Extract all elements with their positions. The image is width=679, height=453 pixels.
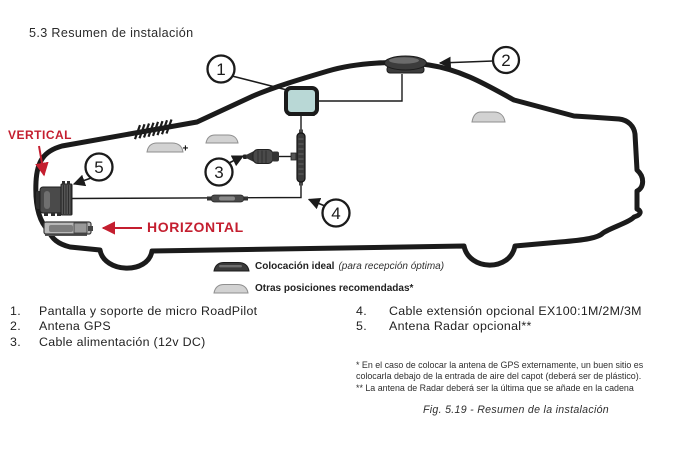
- callout-2-leader: [440, 61, 493, 63]
- legend-item-recommended: [212, 281, 444, 295]
- callout-1: [208, 56, 235, 83]
- part-label: Cable extensión opcional EX100:1M/2M/3M: [389, 304, 642, 318]
- part-item-3: [10, 335, 257, 350]
- recommended-position-rear-shelf: [472, 112, 505, 122]
- callout-3-number: 3: [214, 163, 224, 182]
- part-number: 5.: [356, 319, 367, 334]
- legend-label: Colocación ideal: [255, 260, 335, 272]
- recommended-position-icon: [212, 282, 252, 295]
- part-label: Pantalla y soporte de micro RoadPilot: [39, 304, 258, 318]
- callout-2-number: 2: [501, 51, 511, 70]
- gps-cable: [317, 74, 402, 101]
- horizontal-orientation-label: HORIZONTAL: [147, 219, 244, 235]
- parts-list-right: [356, 304, 642, 335]
- footnote-line: * En el caso de colocar la antena de GPS externamente, un buen sitio es: [356, 360, 644, 370]
- vertical-orientation-label: VERTICAL: [8, 128, 72, 142]
- part-number: 3.: [10, 334, 21, 349]
- recommended-position-dashboard: [206, 135, 238, 143]
- part-label: Antena Radar opcional**: [389, 319, 532, 334]
- callout-1-leader: [232, 76, 287, 90]
- callout-5-number: 5: [94, 158, 104, 177]
- callout-3-leader: [229, 156, 243, 163]
- car-outline: [36, 63, 643, 269]
- footnotes: [356, 360, 676, 394]
- callout-4-number: 4: [331, 204, 341, 223]
- ideal-position-icon: [212, 260, 252, 273]
- part-label: Cable alimentación (12v DC): [39, 334, 206, 349]
- radar-antenna-horizontal: [44, 222, 93, 236]
- footnote-line: ** La antena de Radar deberá ser la última que se añade en la cadena: [356, 382, 634, 393]
- part-item-1: [10, 304, 257, 319]
- footnote-line: colocarla debajo de la entrada de aire del capot (deberá ser de plástico).: [356, 371, 642, 382]
- radar-antenna-vertical: [36, 181, 72, 216]
- display-screen: [286, 88, 317, 116]
- part-item-2: [10, 319, 257, 334]
- part-item-4: [356, 304, 642, 319]
- extension-socket: [291, 130, 305, 186]
- part-number: 2.: [10, 319, 21, 334]
- callout-3: [206, 159, 233, 186]
- legend-item-ideal: [212, 259, 444, 273]
- part-label: Antena GPS: [39, 319, 111, 334]
- gps-antenna: [385, 56, 427, 73]
- part-item-5: [356, 319, 642, 334]
- radar-cable: [72, 182, 301, 199]
- callout-1-number: 1: [216, 60, 226, 79]
- part-number: 1.: [10, 304, 21, 318]
- callout-4: [323, 200, 350, 227]
- cable-connector: [207, 195, 248, 202]
- legend-note: (para recepción óptima): [338, 260, 445, 272]
- parts-list-left: [10, 304, 257, 350]
- hood-marker: +: [182, 143, 189, 155]
- part-number: 4.: [356, 304, 367, 318]
- callout-2: [493, 47, 519, 73]
- callout-5: [86, 154, 113, 181]
- recommended-position-hood: [147, 143, 183, 152]
- callout-4-leader: [309, 200, 325, 207]
- legend: [212, 259, 444, 303]
- figure-caption: Fig. 5.19 - Resumen de la instalación: [423, 404, 609, 416]
- power-plug: [243, 150, 279, 164]
- page-title: 5.3 Resumen de instalación: [29, 26, 194, 40]
- legend-label: Otras posiciones recomendadas*: [255, 282, 414, 294]
